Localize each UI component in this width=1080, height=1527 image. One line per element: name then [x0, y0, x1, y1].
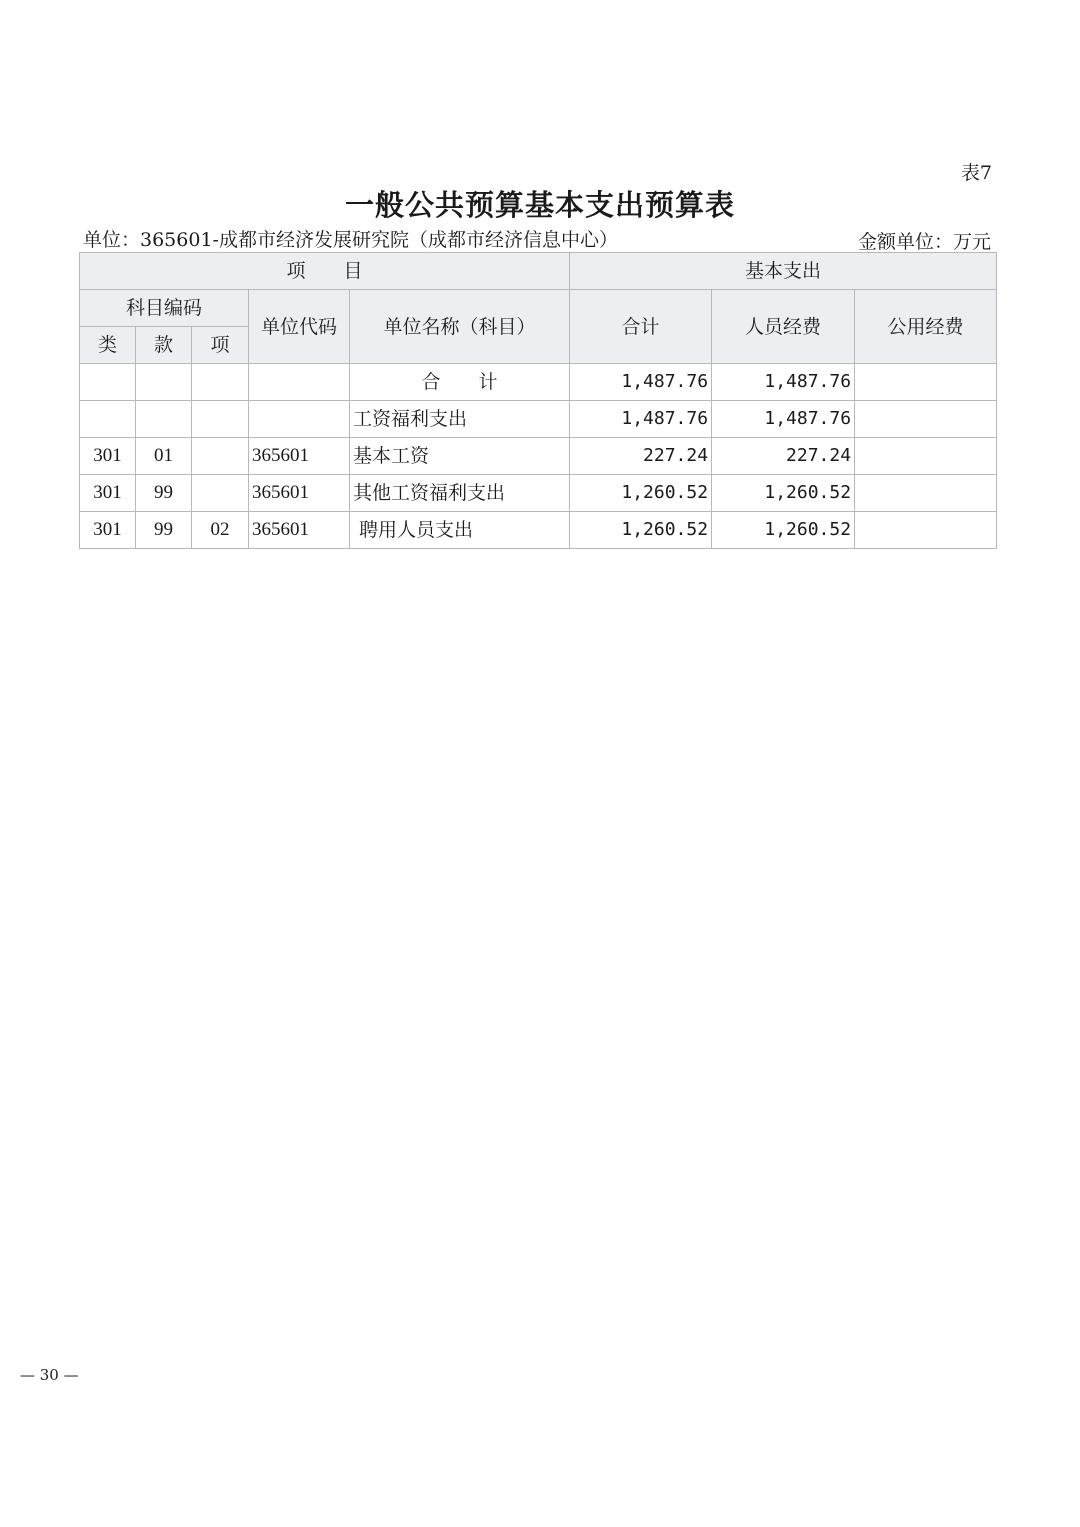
- page-title: 一般公共预算基本支出预算表: [344, 188, 735, 222]
- table-label: 表7: [960, 162, 992, 184]
- cell-unit-name: 聘用人员支出: [350, 512, 570, 549]
- table-row: [80, 512, 997, 549]
- cell-section: [136, 364, 192, 401]
- cell-item: [192, 438, 249, 475]
- cell-total: 1,487.76: [570, 401, 712, 438]
- header-unit-name: 单位名称（科目）: [350, 290, 570, 364]
- cell-unit-name: 其他工资福利支出: [350, 475, 570, 512]
- cell-class: [80, 401, 136, 438]
- cell-total: 1,260.52: [570, 512, 712, 549]
- amount-unit: 金额单位：万元: [857, 231, 991, 253]
- cell-section: [136, 401, 192, 438]
- cell-unit-code: 365601: [249, 438, 350, 475]
- cell-public: [855, 512, 997, 549]
- cell-total: 227.24: [570, 438, 712, 475]
- cell-item: [192, 364, 249, 401]
- cell-personnel: 227.24: [712, 438, 855, 475]
- page-number: — 30 —: [20, 1366, 79, 1384]
- table-row: [80, 364, 997, 401]
- cell-unit-code: [249, 364, 350, 401]
- cell-unit-code: 365601: [249, 475, 350, 512]
- table-row: [80, 475, 997, 512]
- header-total: 合计: [570, 290, 712, 364]
- cell-unit-name: 工资福利支出: [350, 401, 570, 438]
- cell-total: 1,260.52: [570, 475, 712, 512]
- cell-personnel: 1,260.52: [712, 475, 855, 512]
- cell-class: 301: [80, 475, 136, 512]
- cell-section: 01: [136, 438, 192, 475]
- cell-unit-name: 基本工资: [350, 438, 570, 475]
- cell-class: 301: [80, 438, 136, 475]
- cell-personnel: 1,487.76: [712, 364, 855, 401]
- header-section: 款: [136, 327, 192, 364]
- header-project: 项 目: [80, 253, 570, 290]
- cell-total: 1,487.76: [570, 364, 712, 401]
- header-unit-code: 单位代码: [249, 290, 350, 364]
- cell-public: [855, 438, 997, 475]
- header-subject-code: 科目编码: [80, 290, 249, 327]
- header-item: 项: [192, 327, 249, 364]
- budget-table: [79, 252, 997, 549]
- cell-public: [855, 401, 997, 438]
- cell-item: [192, 401, 249, 438]
- cell-unit-name: 合 计: [350, 364, 570, 401]
- cell-unit-code: 365601: [249, 512, 350, 549]
- cell-personnel: 1,487.76: [712, 401, 855, 438]
- table-row: [80, 438, 997, 475]
- cell-item: 02: [192, 512, 249, 549]
- cell-section: 99: [136, 475, 192, 512]
- cell-class: 301: [80, 512, 136, 549]
- header-public: 公用经费: [855, 290, 997, 364]
- cell-public: [855, 364, 997, 401]
- cell-unit-code: [249, 401, 350, 438]
- table-row: [80, 401, 997, 438]
- header-basic-expense: 基本支出: [570, 253, 997, 290]
- cell-item: [192, 475, 249, 512]
- cell-public: [855, 475, 997, 512]
- header-class: 类: [80, 327, 136, 364]
- cell-section: 99: [136, 512, 192, 549]
- cell-personnel: 1,260.52: [712, 512, 855, 549]
- unit-line: 单位：365601-成都市经济发展研究院（成都市经济信息中心）: [83, 229, 618, 251]
- header-personnel: 人员经费: [712, 290, 855, 364]
- cell-class: [80, 364, 136, 401]
